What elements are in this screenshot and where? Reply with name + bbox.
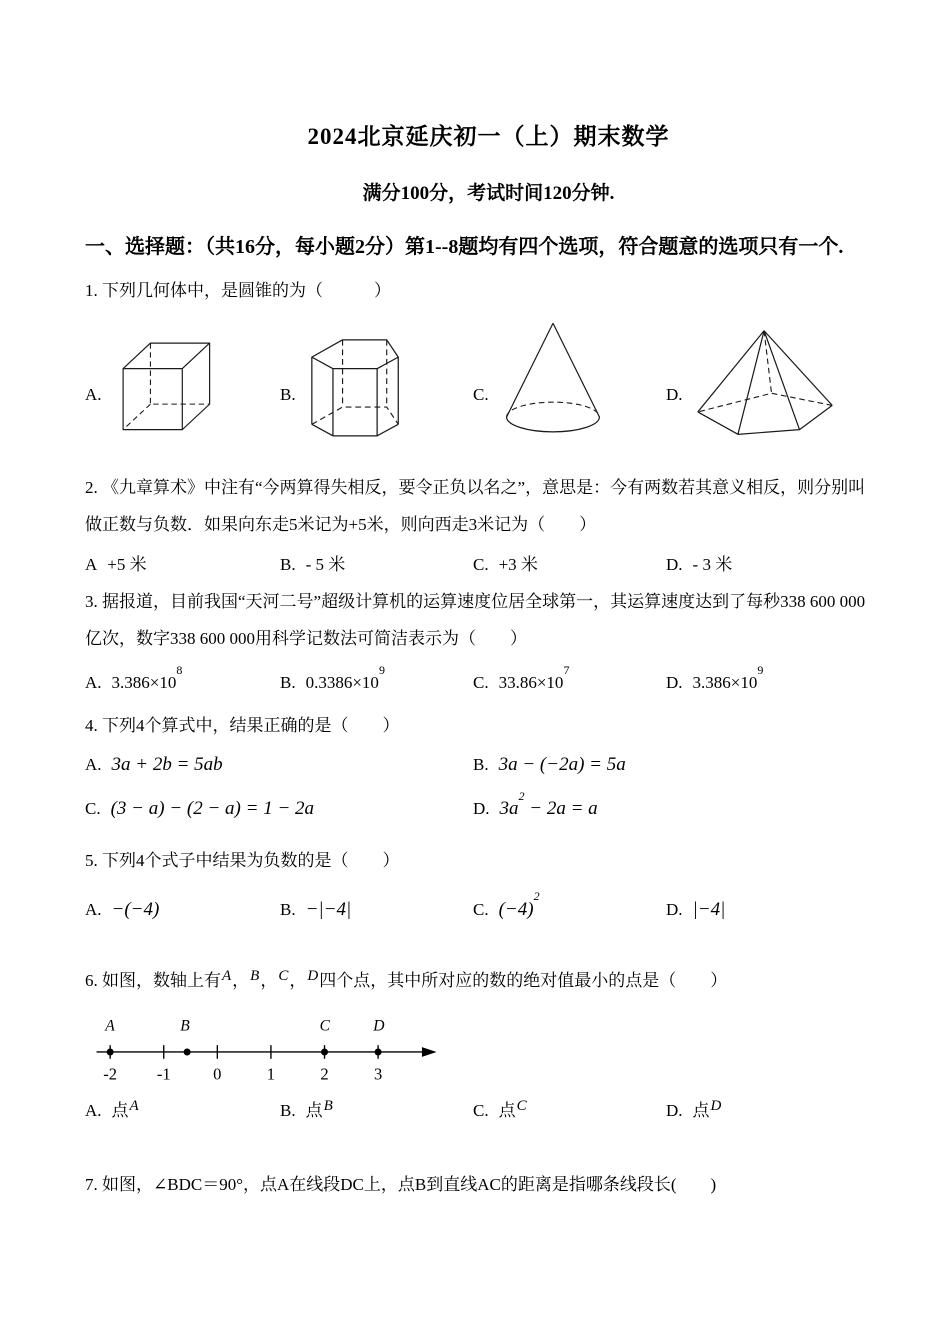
fig-option-label: C. <box>473 385 489 404</box>
q2-option-d: D. - 3 米 <box>666 555 733 574</box>
question-2-line2: 做正数与负数．如果向东走5米记为+5米，则向西走3米记为（ ） <box>85 515 597 534</box>
question-3-options <box>85 663 892 697</box>
q3-option-d-value: $3.386\times 10^9$ <box>692 663 764 692</box>
question-1-figures <box>85 315 892 441</box>
q5-option-a-value: −(−4) <box>111 898 160 920</box>
point-c-dot <box>321 1048 328 1055</box>
q1-option-a-label: A. <box>85 385 102 404</box>
q5-option-b-value: −|−4| <box>305 898 352 920</box>
q4-option-d-value: $3a^2 - 2a = a$ <box>499 788 598 820</box>
q2-option-c-value: +3 米 <box>498 555 538 574</box>
q3-option-b-value: $0.3386\times 10^9$ <box>305 663 385 692</box>
q6-option-c: C. 点C <box>473 1097 527 1120</box>
question-4-text: 4. 下列4个算式中，结果正确的是（ ） <box>85 715 400 735</box>
q6-option-a: A. 点A <box>85 1097 139 1120</box>
tick-label: 3 <box>373 1063 383 1083</box>
q6-letter-a: A <box>222 967 232 984</box>
question-6-text: 6. 如图，数轴上有A，B，C，D四个点，其中所对应的数的绝对值最小的点是（ ） <box>85 967 728 990</box>
question-3-line1: 3. 据报道，目前我国“天河二号”超级计算机的运算速度位居全球第一，其运算速度达到了每秒338 600 000 <box>85 592 866 611</box>
q4-option-c: C. (3 − a) − (2 − a) = 1 − 2a <box>85 798 315 820</box>
q6-option-b: B. 点B <box>280 1097 333 1120</box>
cone-icon <box>501 315 605 441</box>
page-title: 2024北京延庆初一（上）期末数学 <box>307 124 670 149</box>
q2-option-d-value: - 3 米 <box>692 555 733 574</box>
q5-option-b: B. −|−4| <box>280 898 352 920</box>
tick-label: 1 <box>266 1063 276 1083</box>
tick-label: 2 <box>320 1063 329 1083</box>
point-c-label: C <box>319 1017 331 1035</box>
q2-option-b-value: - 5 米 <box>305 555 346 574</box>
question-1-text: 1. 下列几何体中，是圆锥的为（ ） <box>85 281 391 300</box>
q6-letter-b: B <box>250 967 260 984</box>
hexagonal-prism-icon <box>308 327 404 441</box>
q2-option-a: A +5 米 <box>85 555 147 574</box>
q5-option-d: D. |−4| <box>666 898 726 920</box>
tick-label: -1 <box>156 1063 171 1083</box>
q3-option-c: C. $33.86\times 10^7$ <box>473 663 570 692</box>
question-4-options <box>85 752 892 821</box>
q4-option-a: A. 3a + 2b = 5ab <box>85 753 223 775</box>
question-6-options <box>85 1097 892 1126</box>
point-b-dot <box>184 1048 191 1055</box>
question-7-text: 7. 如图，∠BDC＝90°，点A在线段DC上，点B到直线AC的距离是指哪条线段长( ) <box>85 1174 717 1194</box>
q5-option-a: A. −(−4) <box>85 898 160 920</box>
q3-option-b: B. $0.3386\times 10^9$ <box>280 663 385 692</box>
q2-option-a-value: +5 米 <box>107 555 147 574</box>
point-d-dot <box>375 1048 382 1055</box>
q4-option-a-value: 3a + 2b = 5ab <box>111 753 223 775</box>
q2-option-c: C. +3 米 <box>473 555 538 574</box>
point-b-label: B <box>180 1017 190 1035</box>
pentagonal-pyramid-icon <box>695 325 835 441</box>
q4-option-b: B. 3a − (−2a) = 5a <box>473 753 626 775</box>
q4-option-d: D. $3a^2 - 2a = a$ <box>473 788 598 820</box>
q1-option-a <box>85 315 280 441</box>
q5-option-c-value: $(-4)^2$ <box>498 889 540 920</box>
q6-option-d: D. 点D <box>666 1097 722 1120</box>
q6-letter-d: D <box>307 967 319 984</box>
q5-option-c: C. $(-4)^2$ <box>473 889 540 920</box>
point-a-dot <box>107 1048 114 1055</box>
q3-option-d: D. $3.386\times 10^9$ <box>666 663 764 692</box>
question-5-text: 5. 下列4个式子中结果为负数的是（ ） <box>85 851 400 871</box>
q3-option-a-value: $3.386\times 10^8$ <box>111 663 183 692</box>
q4-option-b-value: 3a − (−2a) = 5a <box>498 753 626 775</box>
q1-option-d <box>666 315 892 441</box>
exam-info: 满分100分，考试时间120分钟. <box>362 183 615 204</box>
q1-option-c <box>473 315 666 441</box>
point-a-label: A <box>105 1017 115 1035</box>
q3-option-c-value: $33.86\times 10^7$ <box>498 663 570 692</box>
tick-label: 0 <box>213 1063 222 1083</box>
q3-option-a: A. $3.386\times 10^8$ <box>85 663 183 692</box>
arrowhead-icon <box>422 1047 437 1057</box>
q6-letter-c: C <box>278 967 289 984</box>
number-line-figure <box>90 1013 446 1089</box>
cube-icon <box>114 329 216 441</box>
question-2-options <box>85 551 892 579</box>
q2-option-b: B. - 5 米 <box>280 555 346 574</box>
question-3-line2: 亿次，数字338 600 000用科学记数法可简洁表示为（ ） <box>85 629 527 648</box>
section-header: 一、选择题：（共16分，每小题2分）第1--8题均有四个选项，符合题意的选项只有一个. <box>85 236 844 258</box>
question-5-options <box>85 889 892 923</box>
q4-option-c-value: (3 − a) − (2 − a) = 1 − 2a <box>110 798 315 820</box>
q1-option-b <box>280 315 473 441</box>
q5-option-d-value: |−4| <box>692 898 726 920</box>
point-d-label: D <box>373 1017 385 1035</box>
fig-option-label: D. <box>666 385 683 404</box>
tick-label: -2 <box>103 1063 118 1083</box>
question-2-line1: 2. 《九章算术》中注有“今两算得失相反，要令正负以名之”，意思是：今有两数若其意义相反，则分别叫 <box>85 478 866 497</box>
q1-option-b-label: B. <box>280 385 296 404</box>
